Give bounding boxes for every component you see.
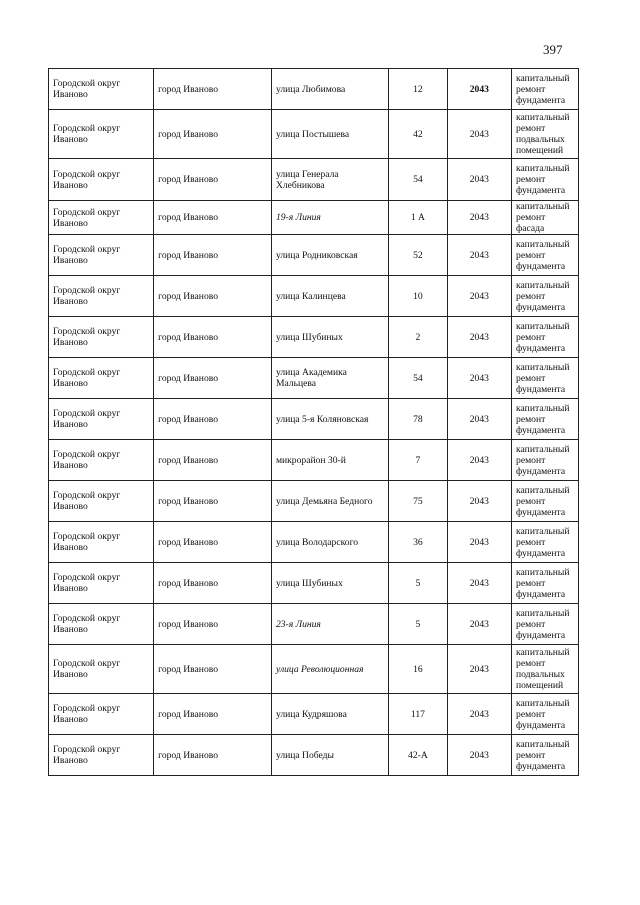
cell-vid: капитальный ремонт подвальных помещений xyxy=(512,110,579,159)
cell-ulica: улица Академика Мальцева xyxy=(271,358,388,399)
table-row xyxy=(49,358,579,399)
cell-dom: 12 xyxy=(389,69,447,110)
cell-dom: 1 А xyxy=(389,201,447,235)
cell-god: 2043 xyxy=(447,694,511,735)
table-row xyxy=(49,563,579,604)
cell-ulica: микрорайон 30-й xyxy=(271,440,388,481)
cell-god: 2043 xyxy=(447,735,511,776)
cell-dom: 5 xyxy=(389,563,447,604)
cell-ulica: улица Любимова xyxy=(271,69,388,110)
cell-gorod: город Иваново xyxy=(154,358,272,399)
cell-ulica: 19-я Линия xyxy=(271,201,388,235)
cell-gorod: город Иваново xyxy=(154,110,272,159)
cell-gorod: город Иваново xyxy=(154,69,272,110)
table-row xyxy=(49,276,579,317)
cell-god: 2043 xyxy=(447,399,511,440)
cell-dom: 52 xyxy=(389,235,447,276)
cell-dom: 117 xyxy=(389,694,447,735)
cell-dom: 2 xyxy=(389,317,447,358)
cell-dom: 16 xyxy=(389,645,447,694)
cell-vid: капитальный ремонт фундамента xyxy=(512,694,579,735)
cell-dom: 78 xyxy=(389,399,447,440)
cell-okrug: Городской округ Иваново xyxy=(49,201,154,235)
cell-god: 2043 xyxy=(447,563,511,604)
cell-ulica: улица Шубиных xyxy=(271,317,388,358)
cell-vid: капитальный ремонт фундамента xyxy=(512,440,579,481)
cell-gorod: город Иваново xyxy=(154,440,272,481)
cell-ulica: улица Постышева xyxy=(271,110,388,159)
cell-vid: капитальный ремонт фундамента xyxy=(512,276,579,317)
cell-ulica: улица Калинцева xyxy=(271,276,388,317)
cell-ulica: улица Революционная xyxy=(271,645,388,694)
cell-vid: капитальный ремонт фундамента xyxy=(512,481,579,522)
cell-ulica: улица 5-я Коляновская xyxy=(271,399,388,440)
cell-dom: 75 xyxy=(389,481,447,522)
table-row xyxy=(49,235,579,276)
cell-ulica: улица Победы xyxy=(271,735,388,776)
cell-god: 2043 xyxy=(447,276,511,317)
cell-gorod: город Иваново xyxy=(154,276,272,317)
cell-vid: капитальный ремонт фундамента xyxy=(512,399,579,440)
cell-god: 2043 xyxy=(447,522,511,563)
cell-gorod: город Иваново xyxy=(154,694,272,735)
cell-vid: капитальный ремонт фасада xyxy=(512,201,579,235)
cell-gorod: город Иваново xyxy=(154,563,272,604)
cell-dom: 54 xyxy=(389,159,447,201)
cell-gorod: город Иваново xyxy=(154,735,272,776)
table-row xyxy=(49,481,579,522)
table-row xyxy=(49,317,579,358)
cell-gorod: город Иваново xyxy=(154,522,272,563)
cell-vid: капитальный ремонт фундамента xyxy=(512,69,579,110)
cell-dom: 36 xyxy=(389,522,447,563)
cell-okrug: Городской округ Иваново xyxy=(49,604,154,645)
cell-dom: 54 xyxy=(389,358,447,399)
table-row xyxy=(49,440,579,481)
cell-dom: 10 xyxy=(389,276,447,317)
cell-okrug: Городской округ Иваново xyxy=(49,522,154,563)
cell-god: 2043 xyxy=(447,645,511,694)
cell-god: 2043 xyxy=(447,440,511,481)
cell-gorod: город Иваново xyxy=(154,481,272,522)
cell-vid: капитальный ремонт фундамента xyxy=(512,735,579,776)
table-row xyxy=(49,522,579,563)
cell-vid: капитальный ремонт фундамента xyxy=(512,358,579,399)
cell-god: 2043 xyxy=(447,201,511,235)
cell-gorod: город Иваново xyxy=(154,317,272,358)
cell-vid: капитальный ремонт подвальных помещений xyxy=(512,645,579,694)
cell-ulica: улица Демьяна Бедного xyxy=(271,481,388,522)
cell-okrug: Городской округ Иваново xyxy=(49,481,154,522)
cell-okrug: Городской округ Иваново xyxy=(49,645,154,694)
cell-god: 2043 xyxy=(447,110,511,159)
cell-vid: капитальный ремонт фундамента xyxy=(512,317,579,358)
cell-gorod: город Иваново xyxy=(154,604,272,645)
cell-dom: 42 xyxy=(389,110,447,159)
table-row xyxy=(49,604,579,645)
table-row xyxy=(49,735,579,776)
cell-vid: капитальный ремонт фундамента xyxy=(512,604,579,645)
cell-okrug: Городской округ Иваново xyxy=(49,399,154,440)
cell-god: 2043 xyxy=(447,69,511,110)
cell-okrug: Городской округ Иваново xyxy=(49,276,154,317)
cell-god: 2043 xyxy=(447,481,511,522)
cell-okrug: Городской округ Иваново xyxy=(49,358,154,399)
cell-vid: капитальный ремонт фундамента xyxy=(512,522,579,563)
page-number: 397 xyxy=(543,42,563,57)
table-row xyxy=(49,159,579,201)
table-row xyxy=(49,645,579,694)
table-row xyxy=(49,694,579,735)
cell-god: 2043 xyxy=(447,235,511,276)
cell-okrug: Городской округ Иваново xyxy=(49,694,154,735)
cell-vid: капитальный ремонт фундамента xyxy=(512,159,579,201)
cell-gorod: город Иваново xyxy=(154,159,272,201)
cell-god: 2043 xyxy=(447,604,511,645)
cell-dom: 5 xyxy=(389,604,447,645)
cell-ulica: улица Кудряшова xyxy=(271,694,388,735)
cell-gorod: город Иваново xyxy=(154,645,272,694)
repair-schedule-table xyxy=(48,68,579,776)
table-row xyxy=(49,399,579,440)
cell-god: 2043 xyxy=(447,317,511,358)
cell-okrug: Городской округ Иваново xyxy=(49,110,154,159)
cell-okrug: Городской округ Иваново xyxy=(49,735,154,776)
cell-okrug: Городской округ Иваново xyxy=(49,235,154,276)
table-row xyxy=(49,110,579,159)
cell-gorod: город Иваново xyxy=(154,399,272,440)
cell-dom: 7 xyxy=(389,440,447,481)
cell-gorod: город Иваново xyxy=(154,235,272,276)
cell-ulica: 23-я Линия xyxy=(271,604,388,645)
cell-okrug: Городской округ Иваново xyxy=(49,317,154,358)
cell-ulica: улица Генерала Хлебникова xyxy=(271,159,388,201)
cell-ulica: улица Родниковская xyxy=(271,235,388,276)
cell-ulica: улица Шубиных xyxy=(271,563,388,604)
cell-gorod: город Иваново xyxy=(154,201,272,235)
cell-god: 2043 xyxy=(447,159,511,201)
cell-dom: 42-А xyxy=(389,735,447,776)
cell-okrug: Городской округ Иваново xyxy=(49,563,154,604)
cell-vid: капитальный ремонт фундамента xyxy=(512,563,579,604)
table-row xyxy=(49,69,579,110)
table-body xyxy=(49,69,579,776)
cell-vid: капитальный ремонт фундамента xyxy=(512,235,579,276)
cell-okrug: Городской округ Иваново xyxy=(49,69,154,110)
table-row xyxy=(49,201,579,235)
cell-god: 2043 xyxy=(447,358,511,399)
cell-okrug: Городской округ Иваново xyxy=(49,440,154,481)
cell-okrug: Городской округ Иваново xyxy=(49,159,154,201)
cell-ulica: улица Володарского xyxy=(271,522,388,563)
